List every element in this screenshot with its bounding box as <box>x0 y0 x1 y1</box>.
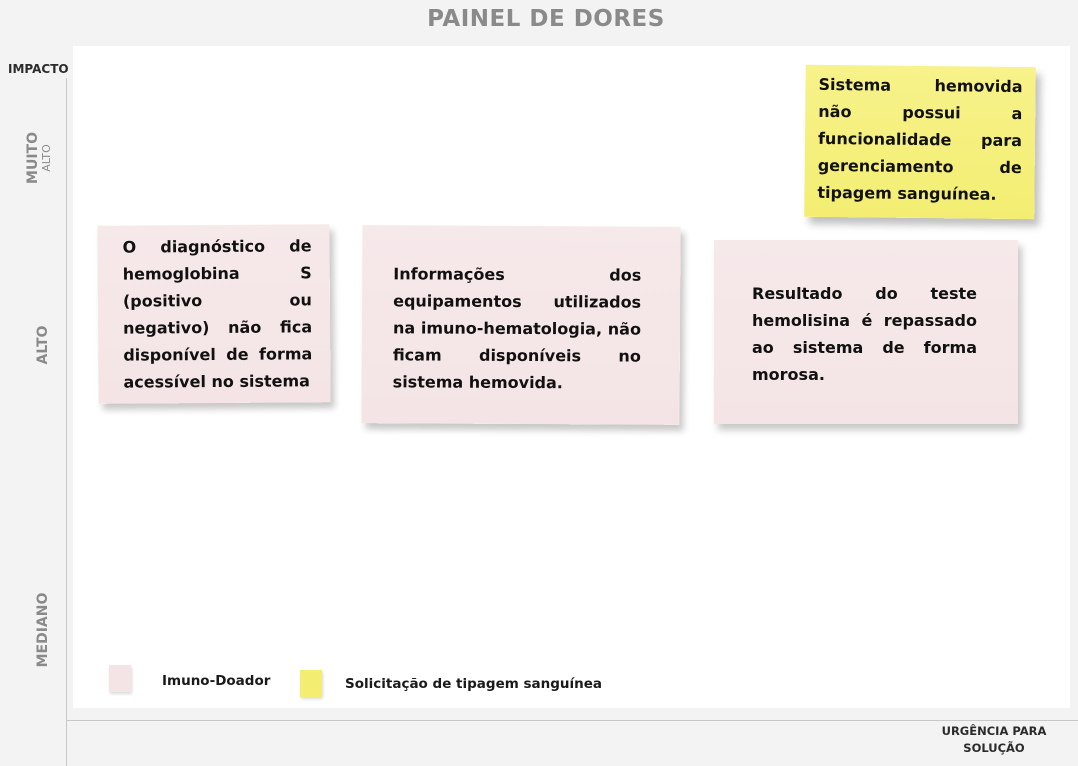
legend-swatch-imuno-doador <box>109 665 131 692</box>
x-axis-title <box>930 723 1058 757</box>
sticky-note-tipagem[interactable]: Sistema hemovida não possui a funcionalidade para gerenciamento de tipagem sanguínea. <box>804 65 1036 219</box>
sticky-note-equipamentos[interactable]: Informações dos equipamentos utilizados na imuno-hematologia, não ficam disponíveis no sistema hemovida. <box>361 225 680 425</box>
page-title: PAINEL DE DORES <box>427 6 665 32</box>
legend-label-tipagem: Solicitação de tipagem sanguínea <box>345 676 603 692</box>
sticky-note-hemolisina[interactable]: Resultado do teste hemolisina é repassado ao sistema de forma morosa. <box>714 240 1018 424</box>
y-axis-title: IMPACTO <box>8 62 69 76</box>
x-axis-title-line2: SOLUÇÃO <box>963 741 1025 755</box>
y-level-alto <box>35 308 51 382</box>
legend-label-imuno-doador: Imuno-Doador <box>162 673 271 689</box>
y-level-mediano-label: MEDIANO <box>35 592 51 668</box>
x-axis-line <box>66 720 1078 721</box>
x-axis-title-line1: URGÊNCIA PARA <box>941 724 1047 738</box>
y-level-muito-alto <box>25 123 61 193</box>
y-level-mediano <box>35 580 51 680</box>
legend-swatch-tipagem <box>300 670 322 697</box>
y-level-muito-alto-small: ALTO <box>40 144 53 172</box>
y-axis-line <box>66 78 67 766</box>
sticky-note-hemoglobina[interactable]: O diagnóstico de hemoglobina S (positivo ou negativo) não fica disponível de forma acessível no sistema <box>97 224 330 404</box>
y-level-muito-alto-big: MUITO <box>25 132 41 184</box>
y-level-alto-label: ALTO <box>35 325 51 365</box>
